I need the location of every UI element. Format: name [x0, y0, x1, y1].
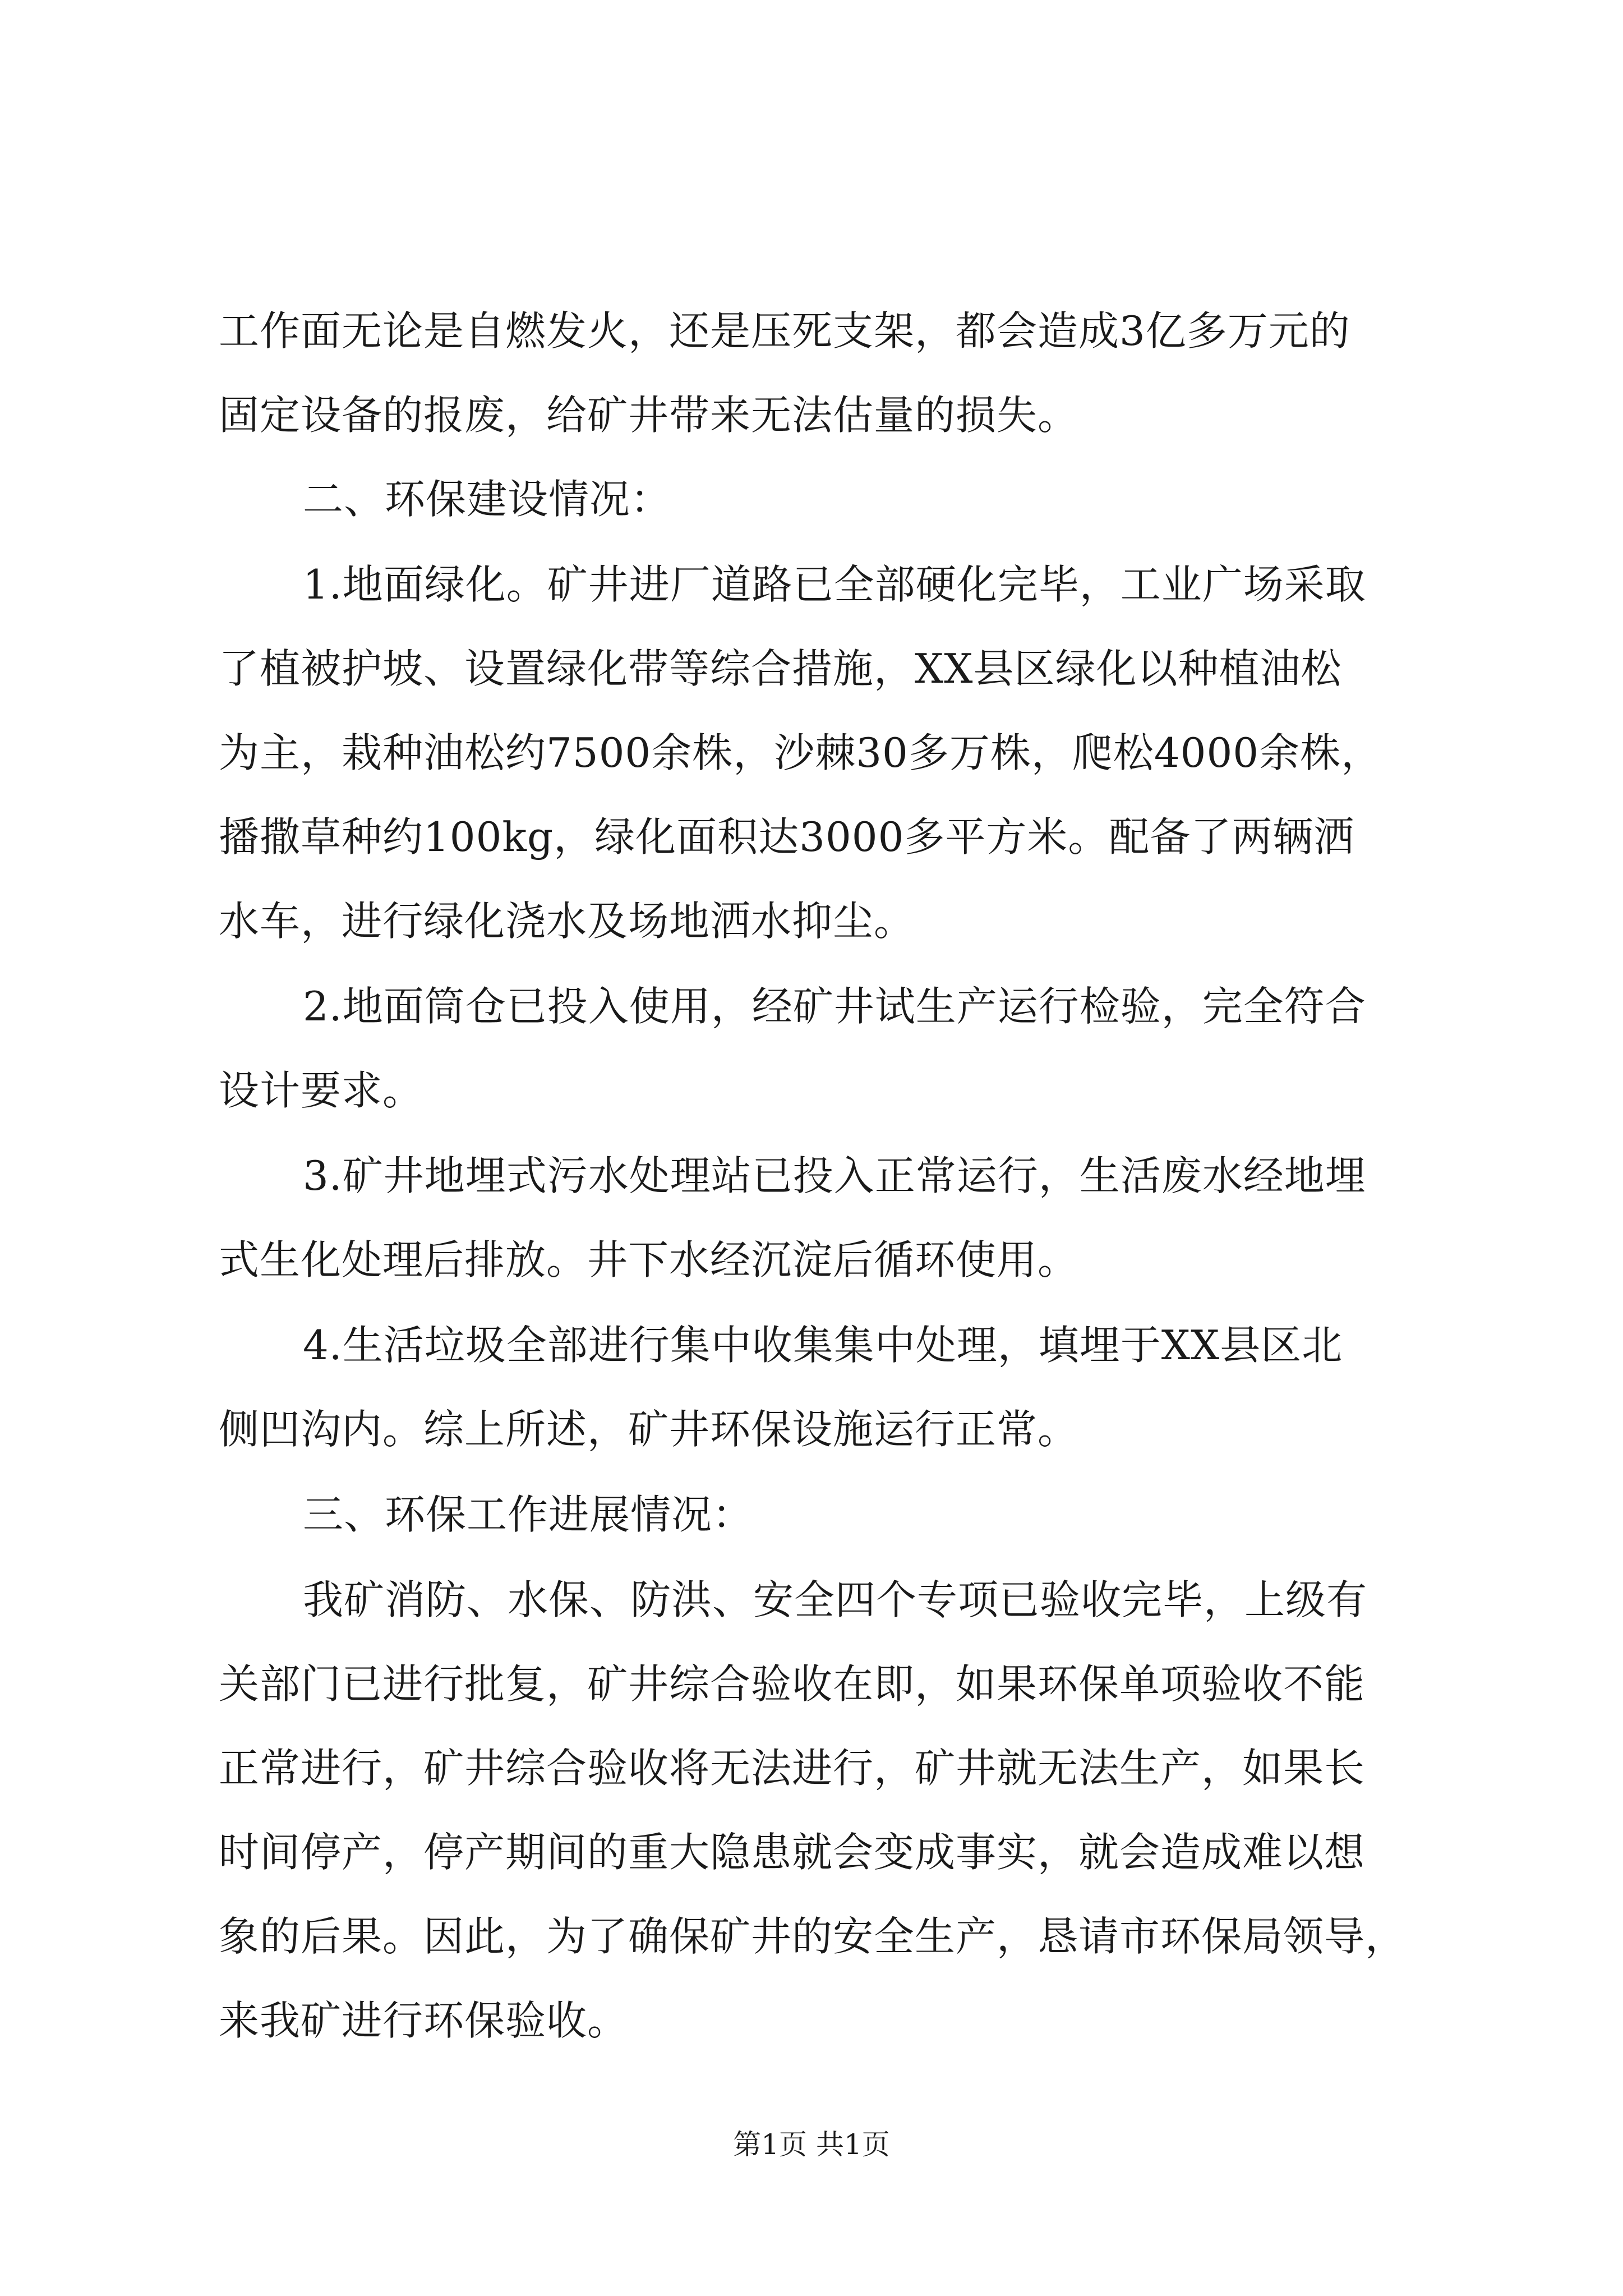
- section-heading-environmental-construction: 二、环保建设情况：: [303, 476, 672, 523]
- text-line: 正常进行，矿井综合验收将无法进行，矿井就无法生产，如果长: [219, 1745, 1366, 1792]
- text-line: 了植被护坡、设置绿化带等综合措施，XX县区绿化以种植油松: [219, 645, 1342, 692]
- page-number-footer: 第1页 共1页: [733, 2128, 890, 2161]
- text-line: 我矿消防、水保、防洪、安全四个专项已验收完毕，上级有: [303, 1576, 1368, 1623]
- text-line: 3.矿井地埋式污水处理站已投入正常运行，生活废水经地埋: [303, 1152, 1366, 1199]
- text-line: 1.地面绿化。矿井进厂道路已全部硬化完毕，工业广场采取: [303, 561, 1366, 608]
- text-line: 固定设备的报废，给矿井带来无法估量的损失。: [219, 392, 1079, 439]
- text-line: 来我矿进行环保验收。: [219, 1997, 629, 2044]
- text-line: 侧凹沟内。综上所述，矿井环保设施运行正常。: [219, 1406, 1079, 1453]
- text-line: 2.地面筒仓已投入使用，经矿井试生产运行检验，完全符合: [303, 983, 1366, 1030]
- section-heading-work-progress: 三、环保工作进展情况：: [303, 1491, 754, 1538]
- text-line: 为主，栽种油松约7500余株，沙棘30多万株，爬松4000余株，: [219, 729, 1382, 776]
- text-line: 时间停产，停产期间的重大隐患就会变成事实，就会造成难以想: [219, 1829, 1366, 1876]
- text-line: 播撒草种约100kg，绿化面积达3000多平方米。配备了两辆洒: [219, 813, 1355, 861]
- text-line: 水车，进行绿化浇水及场地洒水抑尘。: [219, 898, 915, 945]
- text-line: 象的后果。因此，为了确保矿井的安全生产，恳请市环保局领导，: [219, 1913, 1407, 1960]
- text-line: 工作面无论是自燃发火，还是压死支架，都会造成3亿多万元的: [219, 307, 1350, 355]
- text-line: 式生化处理后排放。井下水经沉淀后循环使用。: [219, 1236, 1079, 1283]
- text-line: 设计要求。: [219, 1067, 424, 1114]
- text-line: 关部门已进行批复，矿井综合验收在即，如果环保单项验收不能: [219, 1660, 1366, 1708]
- text-line: 4.生活垃圾全部进行集中收集集中处理，填埋于XX县区北: [303, 1322, 1343, 1369]
